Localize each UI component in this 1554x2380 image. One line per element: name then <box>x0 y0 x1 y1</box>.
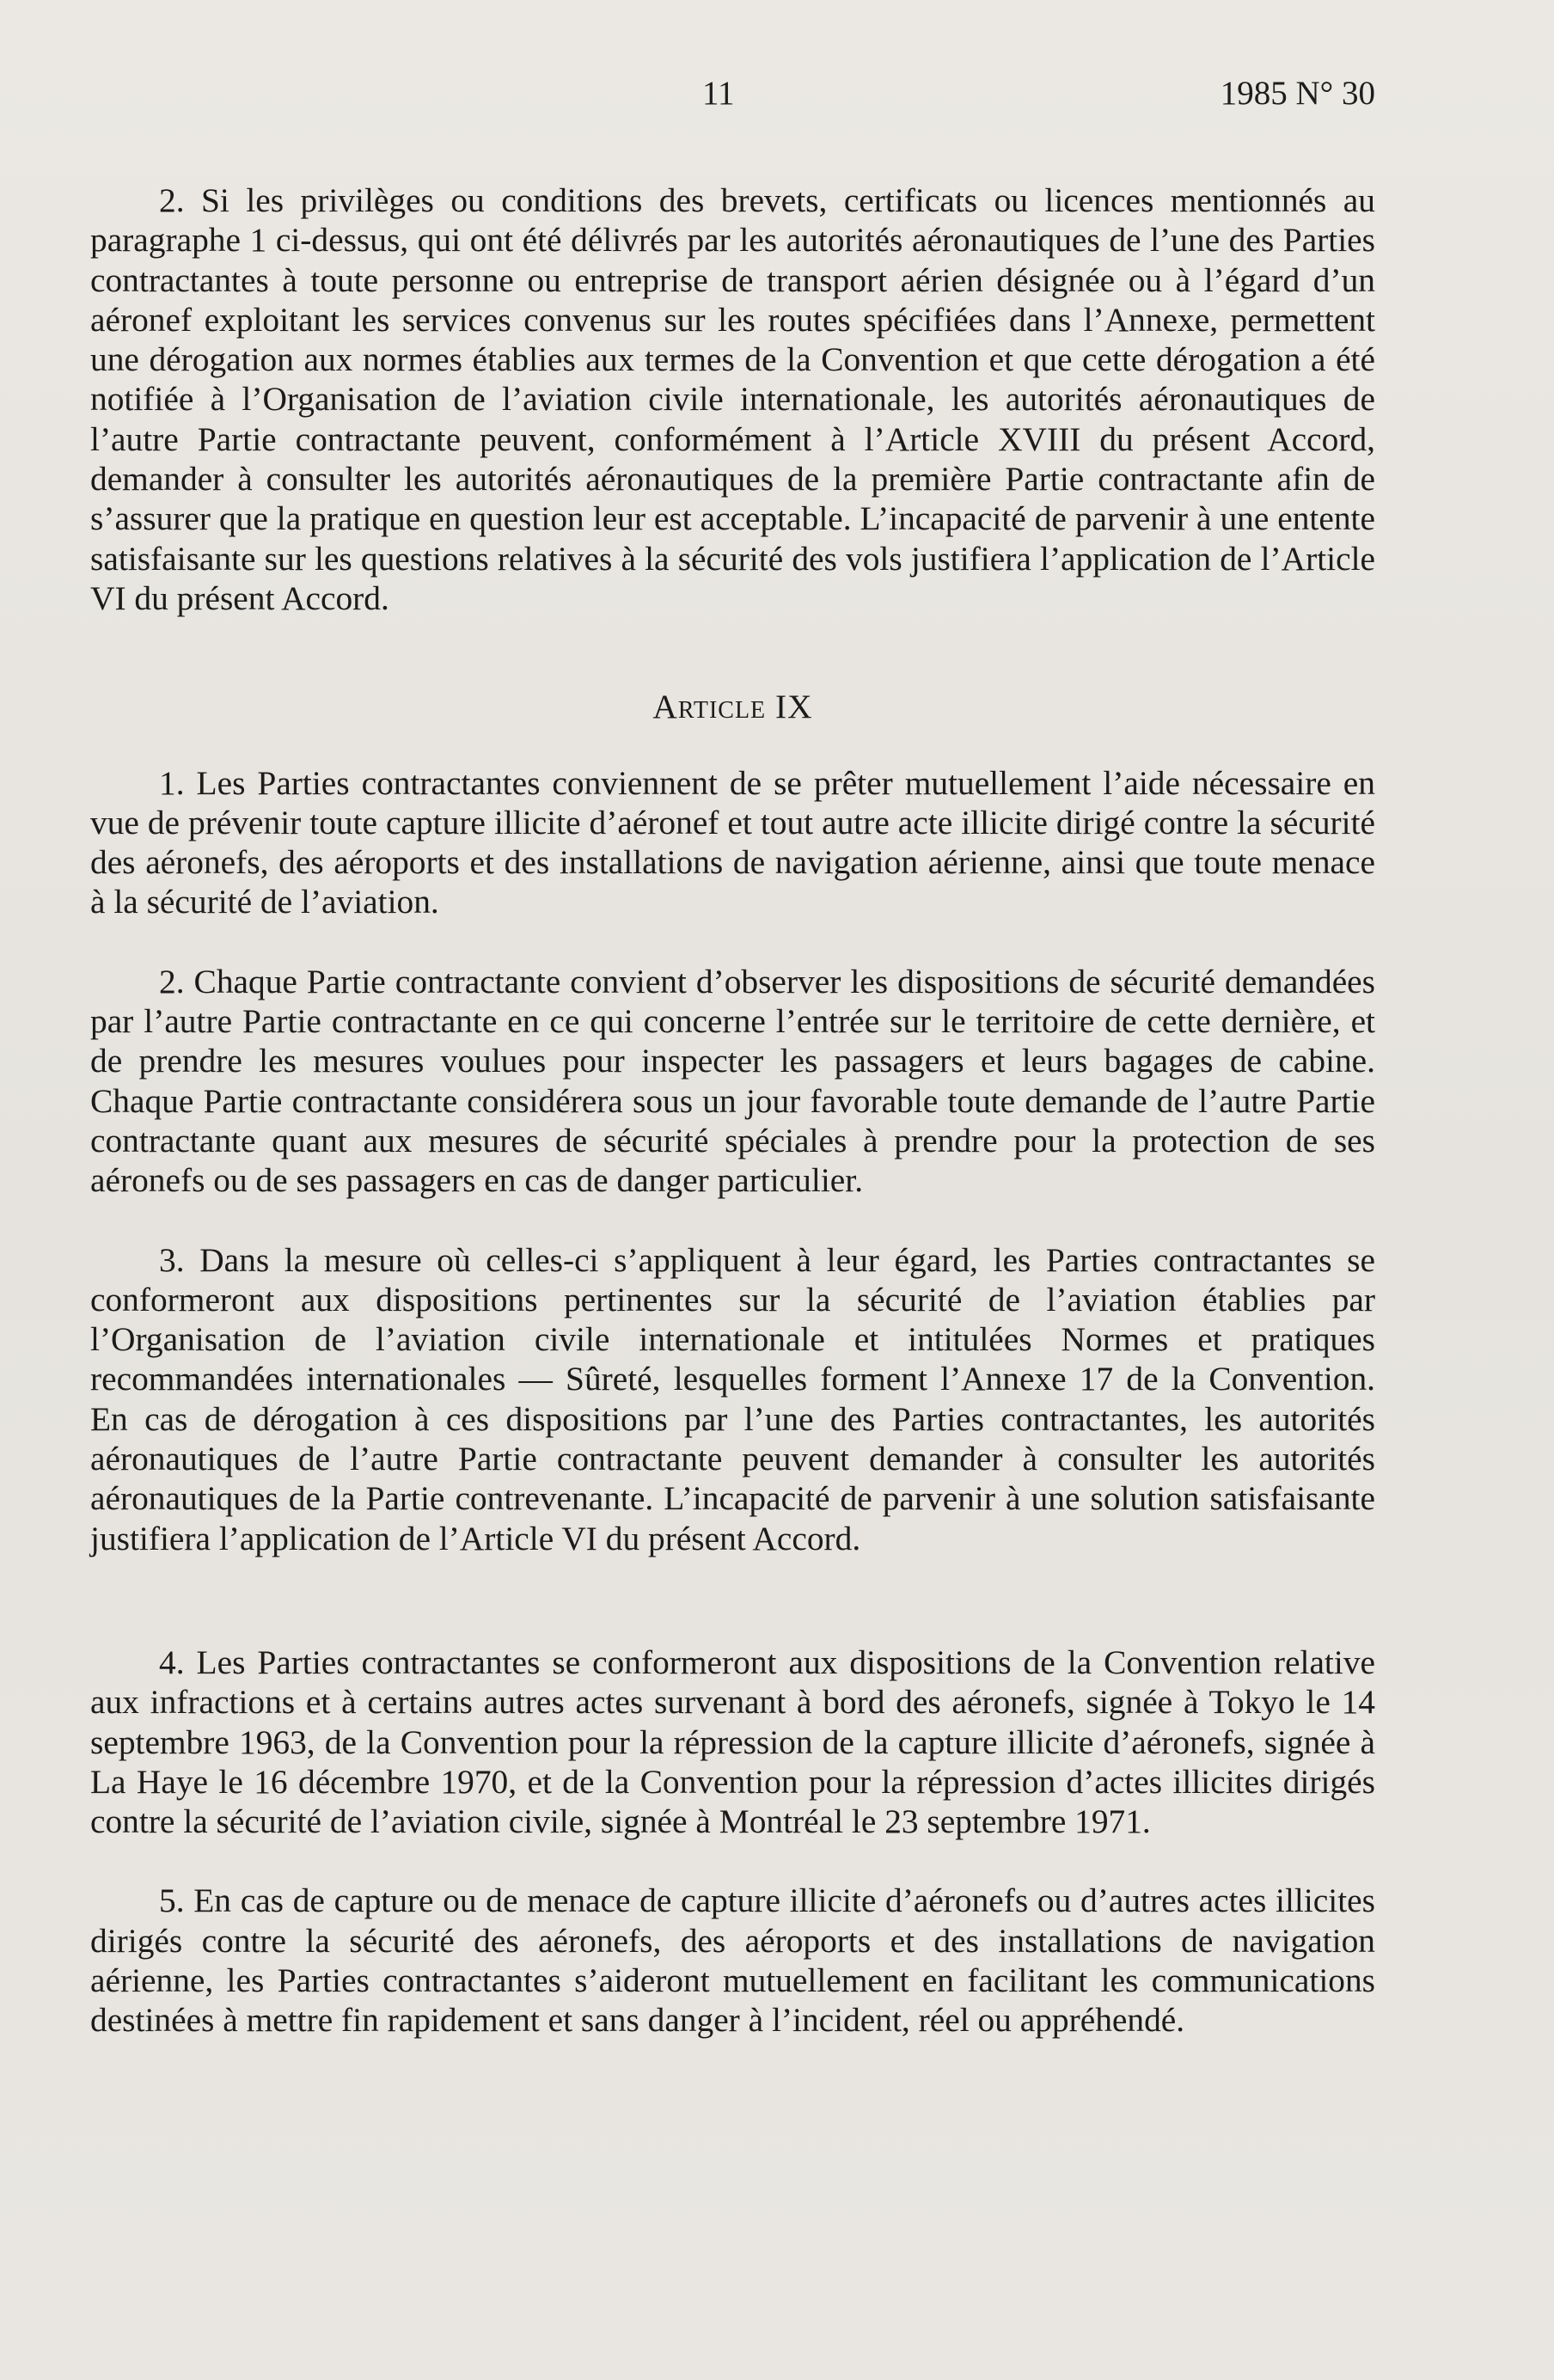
paragraph-article-9-1: 1. Les Parties contractantes conviennent de se prêter mutuellement l’aide nécessaire en vue de prévenir toute capture illicite d’aéronef et tout autre acte illicite dirigé contre la sécurité des aéronefs, des aéroports et des installations de navigation aérienne, ainsi que toute menace à la sécurité de l’aviation. <box>90 763 1375 921</box>
paragraph-article-9-3: 3. Dans la mesure où celles-ci s’appliquent à leur égard, les Parties contractantes se conformeront aux dispositions pertinentes sur la sécurité de l’aviation établies par l’Organisation de l’aviation civile internationale et intitulées Normes et pratiques recommandées internationales — Sûreté, lesquelles forment l’Annexe 17 de la Convention. En cas de dérogation à ces dispositions par l’une des Parties contractantes, les autorités aéronautiques de l’autre Partie contractante peuvent demander à consulter les autorités aéronautiques de la Partie contrevenante. L’incapacité de parvenir à une solution satisfaisante justifiera l’application de l’Article VI du présent Accord. <box>90 1240 1375 1557</box>
paragraph-article-9-2: 2. Chaque Partie contractante convient d’observer les dispositions de sécurité demandées par l’autre Partie contractante en ce qui concerne l’entrée sur le territoire de cette dernière, et de prendre les mesures voulues pour inspecter les passagers et leurs bagages de cabine. Chaque Partie contractante considérera sous un jour favorable toute demande de l’autre Partie contractante quant aux mesures de sécurité spéciales à prendre pour la protection de ses aéronefs ou de ses passagers en cas de danger particulier. <box>90 962 1375 1200</box>
page-header <box>90 74 1375 125</box>
body-text <box>90 180 1375 2040</box>
page-number: 11 <box>702 75 735 112</box>
paragraph-article-8-2: 2. Si les privilèges ou conditions des brevets, certificats ou licences mentionnés au paragraphe 1 ci-dessus, qui ont été délivrés par les autorités aéronautiques de l’une des Parties contractantes à toute personne ou entreprise de transport aérien désignée ou à l’égard d’un aéronef exploitant les services convenus sur les routes spécifiées dans l’Annexe, permettent une dérogation aux normes établies aux termes de la Convention et que cette dérogation a été notifiée à l’Organisation de l’aviation civile internationale, les autorités aéronautiques de l’autre Partie contractante peuvent, conformément à l’Article XVIII du présent Accord, demander à consulter les autorités aéronautiques de la première Partie contractante afin de s’assurer que la pratique en question leur est acceptable. L’incapacité de parvenir à une entente satisfaisante sur les questions relatives à la sécurité des vols justifiera l’application de l’Article VI du présent Accord. <box>90 181 1375 617</box>
article-heading: Article IX <box>652 688 813 726</box>
document-reference: 1985 N° 30 <box>1220 75 1375 112</box>
paragraph-article-9-4: 4. Les Parties contractantes se conformeront aux dispositions de la Convention relative aux infractions et à certains autres actes survenant à bord des aéronefs, signée à Tokyo le 14 septembre 1963, de la Convention pour la répression de la capture illicite d’aéronefs, signée à La Haye le 16 décembre 1970, et de la Convention pour la répression d’actes illicites dirigés contre la sécurité de l’aviation civile, signée à Montréal le 23 septembre 1971. <box>90 1643 1375 1841</box>
paragraph-article-9-5: 5. En cas de capture ou de menace de capture illicite d’aéronefs ou d’autres actes illicites dirigés contre la sécurité des aéronefs, des aéroports et des installations de navigation aérienne, les Parties contractantes s’aideront mutuellement en facilitant les communications destinées à mettre fin rapidement et sans danger à l’incident, réel ou appréhendé. <box>90 1881 1375 2040</box>
